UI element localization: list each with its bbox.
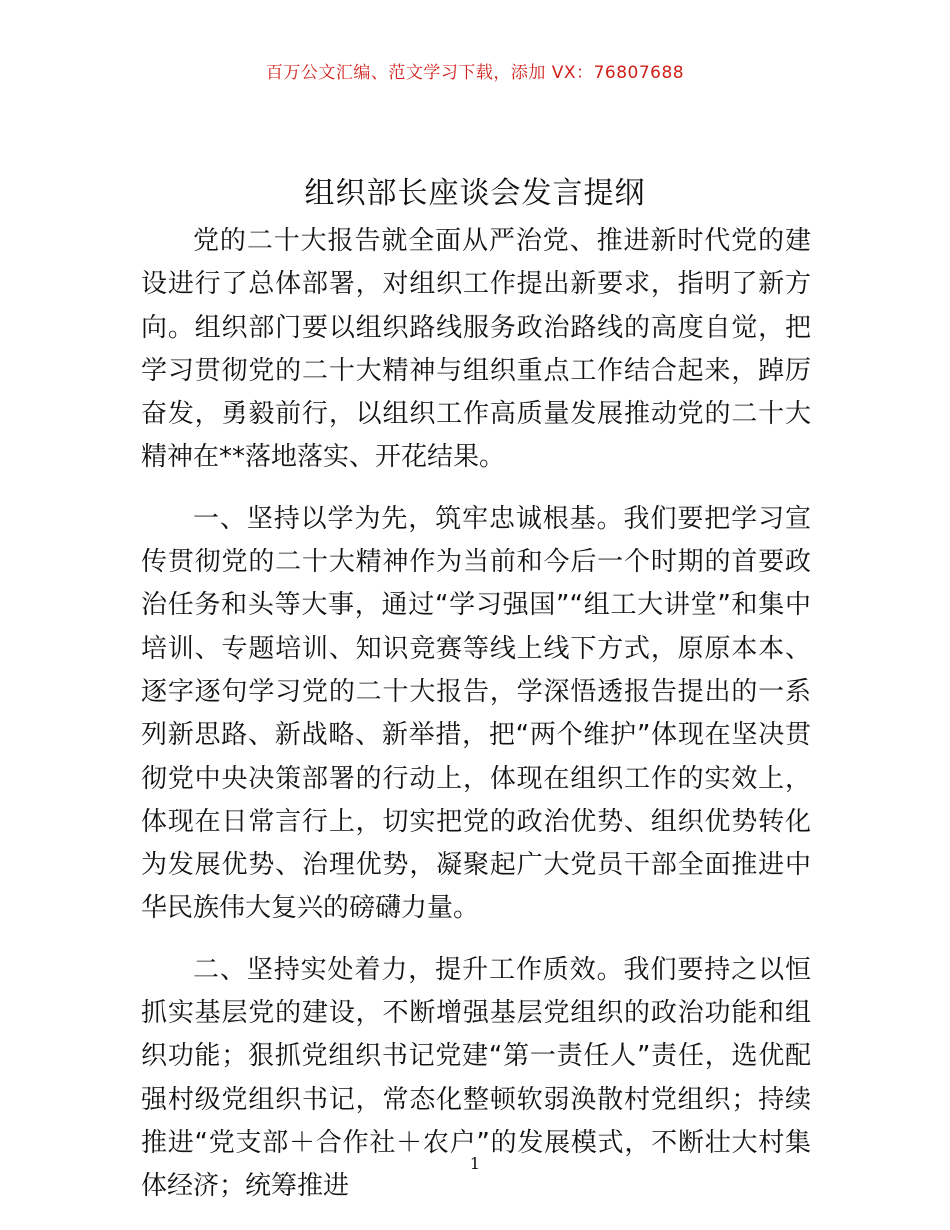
paragraph-section-two: 二、坚持实处着力，提升工作质效。我们要持之以恒抓实基层党的建设，不断增强基层党组织的政治功能和组织功能；狠抓党组织书记党建“第一责任人”责任，选优配强村级党组织书记，常态化整顿软弱涣散村党组织；持续推进“党支部＋合作社＋农户”的发展模式，不断壮大村集体经济；统筹推进 <box>141 954 811 1202</box>
header-notice: 百万公文汇编、范文学习下载，添加 VX：76807688 <box>265 63 685 83</box>
paragraph-intro: 党的二十大报告就全面从严治党、推进新时代党的建设进行了总体部署，对组织工作提出新要求，指明了新方向。组织部门要以组织路线服务政治路线的高度自觉，把学习贯彻党的二十大精神与组织重点工作结合起来，踔厉奋发，勇毅前行，以组织工作高质量发展推动党的二十大精神在**落地落实、开花结果。 <box>141 226 811 473</box>
paragraph-section-one: 一、坚持以学为先，筑牢忠诚根基。我们要把学习宣传贯彻党的二十大精神作为当前和今后一个时期的首要政治任务和头等大事，通过“学习强国”“组工大讲堂”和集中培训、专题培训、知识竞赛等线上线下方式，原原本本、逐字逐句学习党的二十大报告，学深悟透报告提出的一系列新思路、新战略、新举措，把“两个维护”体现在坚决贯彻党中央决策部署的行动上，体现在组织工作的实效上，体现在日常言行上，切实把党的政治优势、组织优势转化为发展优势、治理优势，凝聚起广大党员干部全面推进中华民族伟大复兴的磅礴力量。 <box>141 503 811 924</box>
page-number: 1 <box>469 1154 481 1173</box>
document-title: 组织部长座谈会发言提纲 <box>304 176 646 211</box>
document-body <box>141 220 811 1227</box>
